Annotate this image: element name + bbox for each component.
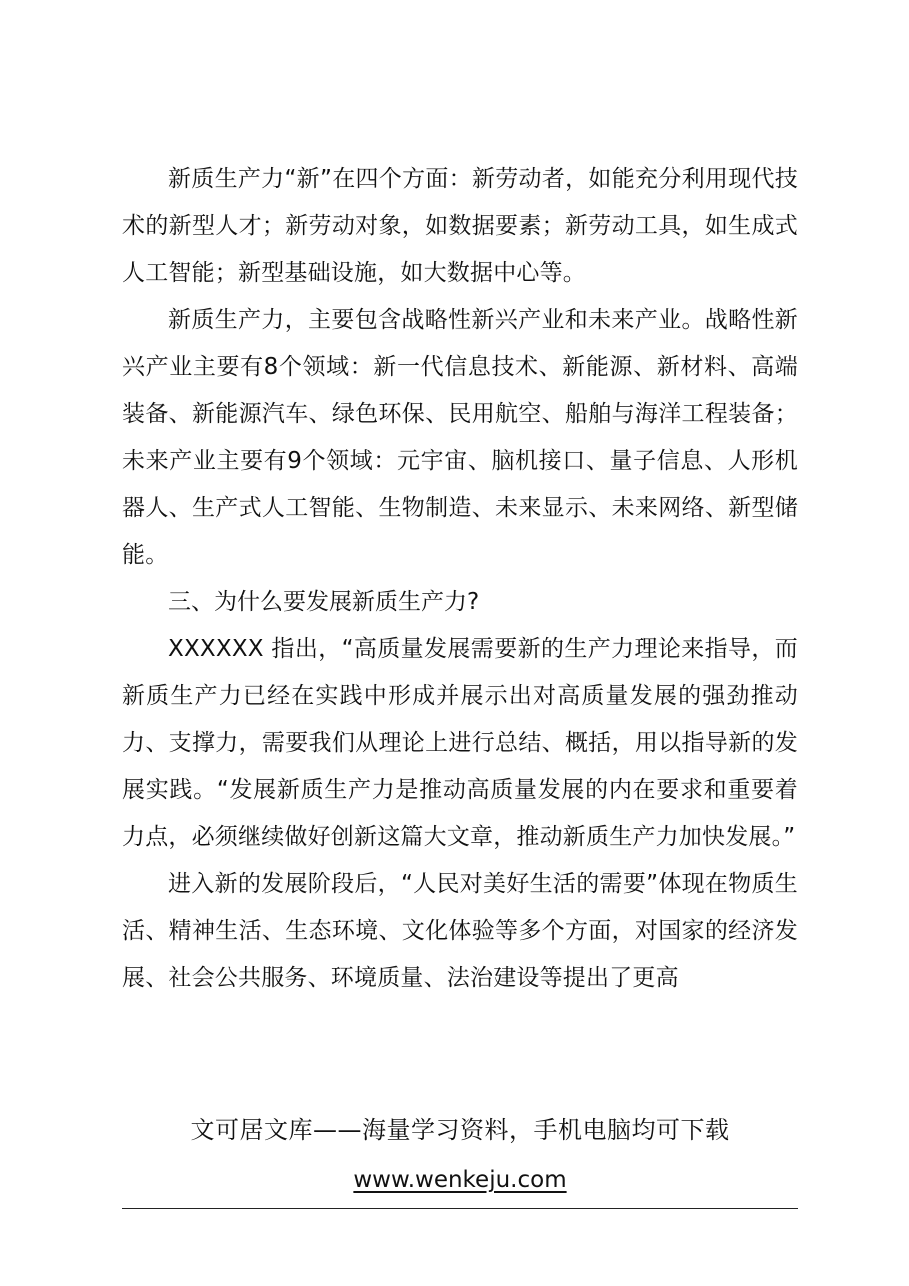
paragraph-new-aspects: 新质生产力“新”在四个方面：新劳动者，如能充分利用现代技术的新型人才；新劳动对象，如数据要素；新劳动工具，如生成式人工智能；新型基础设施，如大数据中心等。 (122, 166, 798, 286)
page-footer (122, 1110, 798, 1194)
footer-title: 文可居文库——海量学习资料，手机电脑均可下载 (190, 1116, 730, 1144)
document-body (122, 156, 798, 1002)
paragraph-industries: 新质生产力，主要包含战略性新兴产业和未来产业。战略性新兴产业主要有8个领域：新一代信息技术、新能源、新材料、高端装备、新能源汽车、绿色环保、民用航空、船舶与海洋工程装备；未来产业主要有9个领域：元宇宙、脑机接口、量子信息、人形机器人、生产式人工智能、生物制造、未来显示、未来网络、新型储能。 (122, 307, 798, 568)
footer-link[interactable]: www.wenkeju.com (353, 1167, 567, 1193)
section-heading: 三、为什么要发展新质生产力? (168, 589, 480, 615)
paragraph-quote: XXXXXX 指出，“高质量发展需要新的生产力理论来指导，而新质生产力已经在实践中形成并展示出对高质量发展的强劲推动力、支撑力，需要我们从理论上进行总结、概括，用以指导新的发展实践。“发展新质生产力是推动高质量发展的内在要求和重要着力点，必须继续做好创新这篇大文章，推动新质生产力加快发展。” (122, 636, 798, 850)
paragraph-new-stage: 进入新的发展阶段后，“人民对美好生活的需要”体现在物质生活、精神生活、生态环境、文化体验等多个方面，对国家的经济发展、社会公共服务、环境质量、法治建设等提出了更高 (122, 871, 798, 991)
footer-divider (122, 1208, 798, 1209)
